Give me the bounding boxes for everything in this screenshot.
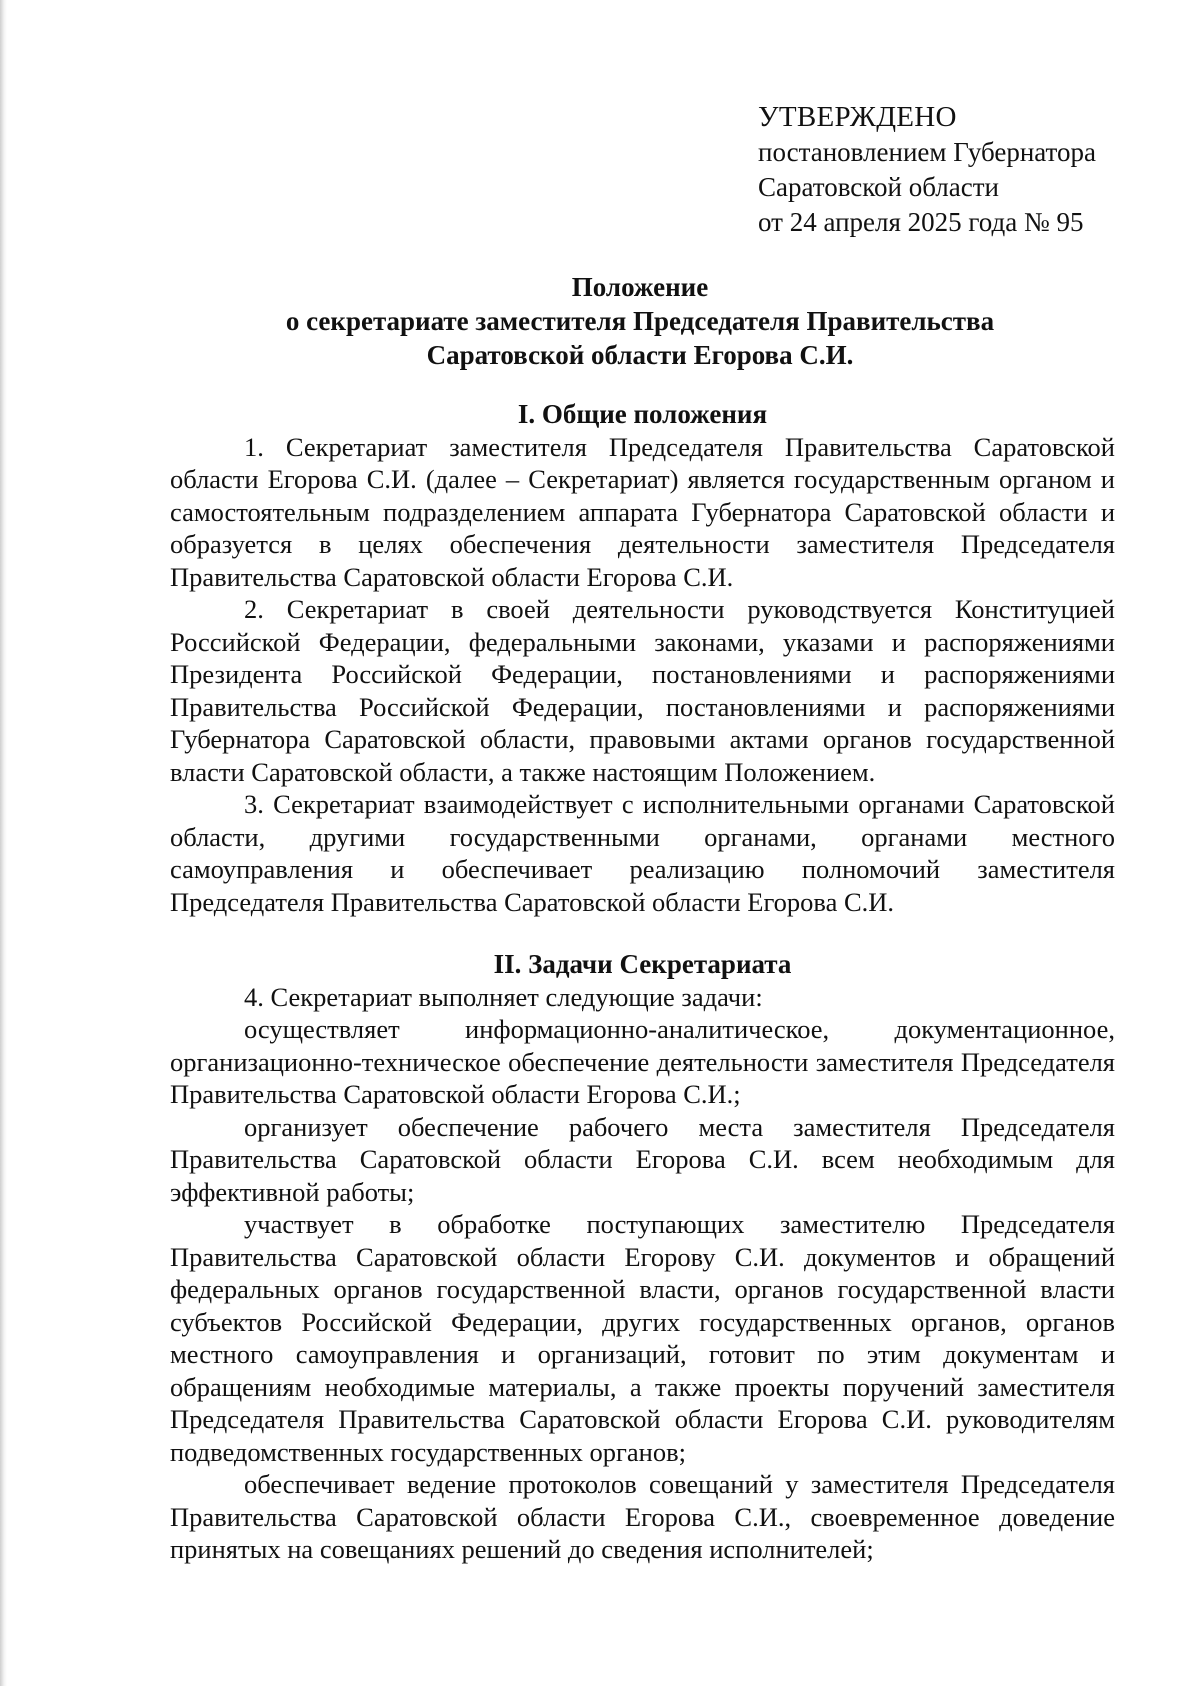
- paragraph: организует обеспечение рабочего места заместителя Председателя Правительства Саратовской области Егорова С.И. всем необходимым для эффективной работы;: [170, 1111, 1115, 1207]
- paragraph: обеспечивает ведение протоколов совещаний у заместителя Председателя Правительства Саратовской области Егорова С.И., своевременное доведение принятых на совещаниях решений до сведения исполнителей;: [170, 1469, 1115, 1564]
- section-heading: II. Задачи Секретариата: [493, 949, 792, 979]
- document-title-line: о секретариате заместителя Председателя Правительства: [285, 306, 995, 336]
- paragraph: 2. Секретариат в своей деятельности руководствуется Конституцией Российской Федерации, федеральными законами, указами и распоряжениями Президента Российской Федерации, постановлениями и распоряжениями Правительства Российской Федерации, постановлениями и распоряжениями Губернатора Саратовской области, правовыми актами органов государственной власти Саратовской области, а также настоящим Положением.: [170, 594, 1115, 787]
- document-title-line: Положение: [571, 272, 709, 302]
- approval-stamp: [758, 100, 1178, 240]
- approval-title: УТВЕРЖДЕНО: [758, 101, 957, 133]
- paragraph: осуществляет информационно-аналитическое, документационное, организационно-техническое обеспечение деятельности заместителя Председателя Правительства Саратовской области Егорова С.И.;: [170, 1014, 1115, 1109]
- approval-line: постановлением Губернатора: [758, 137, 1096, 167]
- document-body: [170, 398, 1115, 1566]
- approval-line: от 24 апреля 2025 года № 95: [758, 207, 1084, 237]
- document-title: [170, 270, 1110, 372]
- paragraph: 1. Секретариат заместителя Председателя Правительства Саратовской области Егорова С.И. (далее – Секретариат) является государственным органом и самостоятельным подразделением аппарата Губернатора Саратовской области и образуется в целях обеспечения деятельности заместителя Председателя Правительства Саратовской области Егорова С.И.: [170, 431, 1115, 592]
- section-heading: I. Общие положения: [517, 399, 768, 429]
- paragraph: 3. Секретариат взаимодействует с исполнительными органами Саратовской области, другими государственными органами, органами местного самоуправления и обеспечивает реализацию полномочий заместителя Председателя Правительства Саратовской области Егорова С.И.: [170, 789, 1115, 917]
- scan-edge: [0, 0, 7, 1686]
- document-title-line: Саратовской области Егорова С.И.: [426, 340, 854, 370]
- approval-line: Саратовской области: [758, 172, 999, 202]
- paragraph: 4. Секретариат выполняет следующие задачи:: [244, 981, 763, 1012]
- paragraph: участвует в обработке поступающих заместителю Председателя Правительства Саратовской области Егорову С.И. документов и обращений федеральных органов государственной власти, органов государственной власти субъектов Российской Федерации, других государственных органов, органов местного самоуправления и организаций, готовит по этим документам и обращениям необходимые материалы, а также проекты поручений заместителя Председателя Правительства Саратовской области Егорова С.И. руководителям подведомственных государственных органов;: [170, 1209, 1115, 1467]
